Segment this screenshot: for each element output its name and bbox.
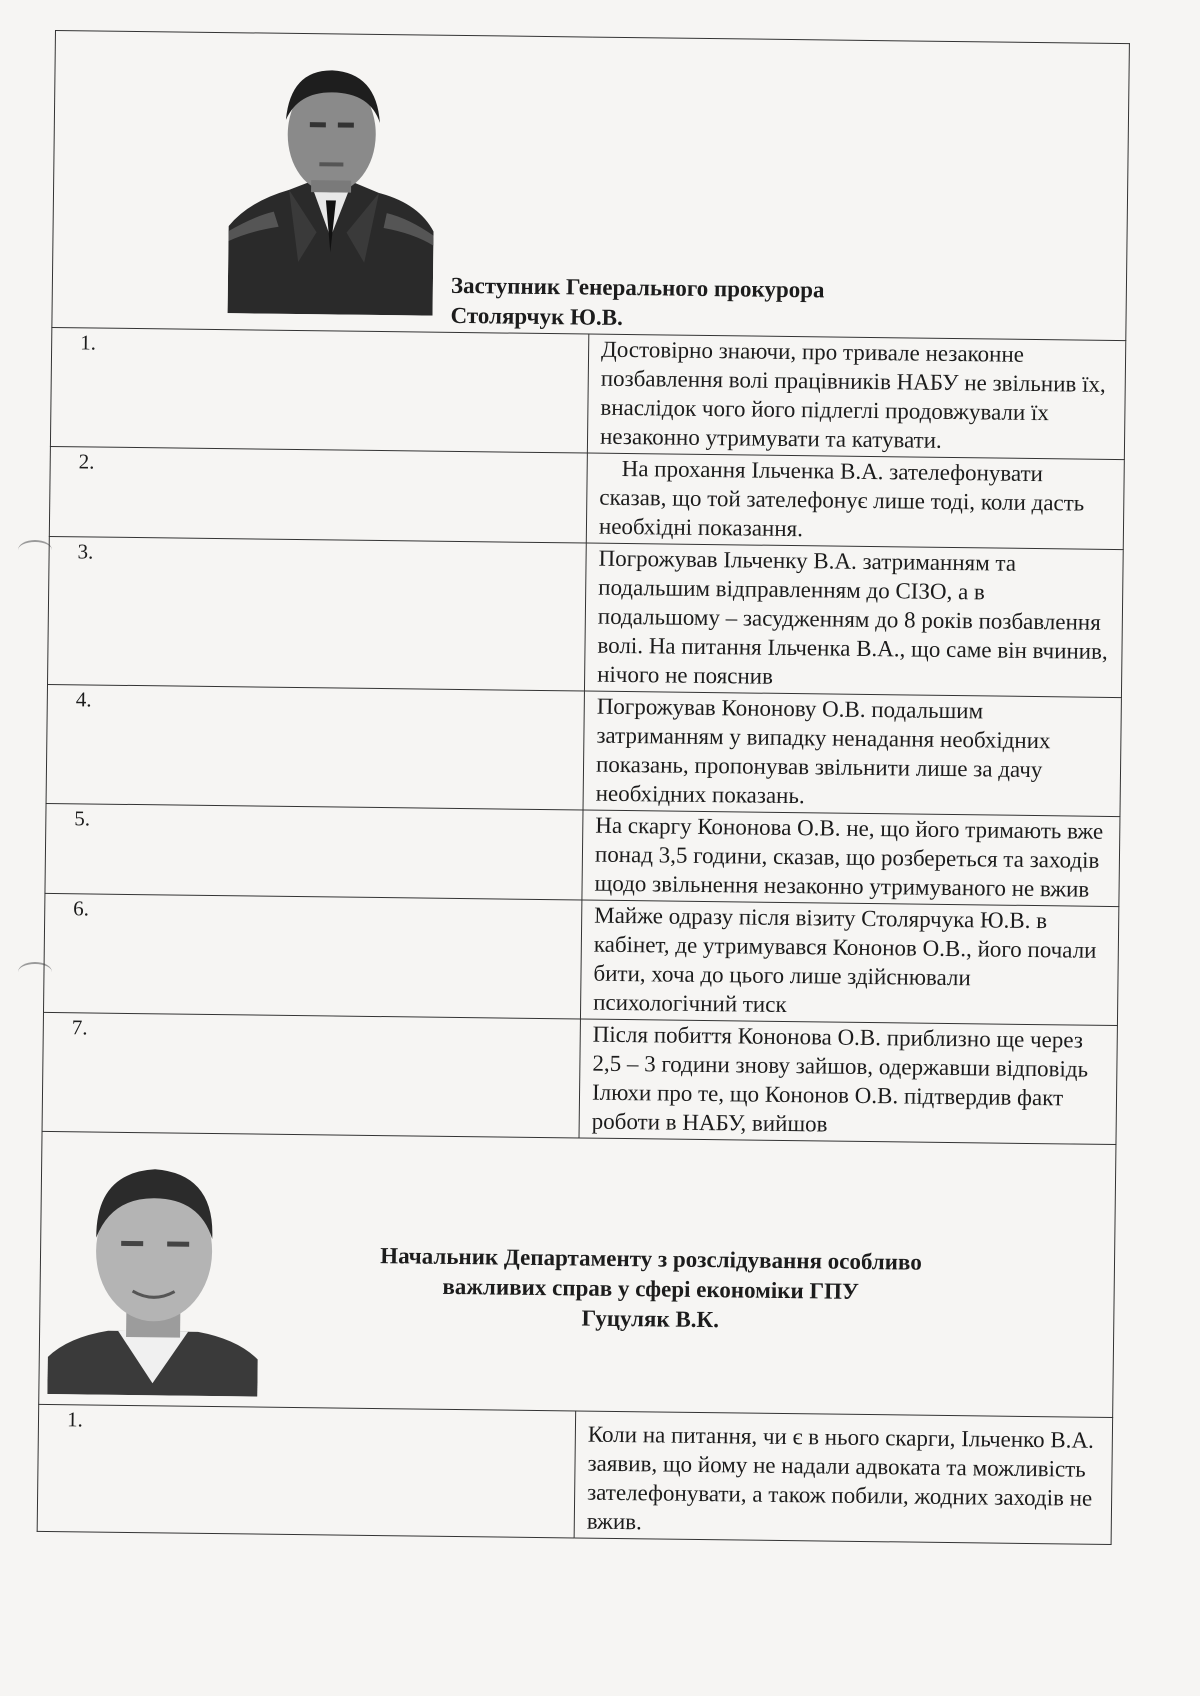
row-text-content: Достовірно знаючи, про тривале незаконне позбавлення волі працівників НАБУ не звільнив їх, внаслідок чого його підлеглі продовжували їх незаконно утримувати та катувати. xyxy=(599,336,1106,453)
row-text xyxy=(587,334,1125,460)
row-text xyxy=(579,1019,1117,1145)
row-text-content: Погрожував Ільченку В.А. затриманням та подальшим відправленням до СІЗО, а в подальшому – засудженням до 8 років позбавлення волі. На питання Ільченка В.А., що саме він вчинив, нічого не пояснив xyxy=(597,545,1108,689)
row-number: 7. xyxy=(42,1012,580,1138)
table-row xyxy=(45,803,1120,906)
row-number: 4. xyxy=(46,684,584,810)
table-row xyxy=(48,536,1124,697)
row-text-content: Після побиття Кононова О.В. приблизно ще через 2,5 – 3 години знову зайшов, одержавши відповідь Ілюхи про те, що Кононов О.В. підтвердив факт роботи в НАБУ, вийшов xyxy=(591,1021,1089,1137)
table-row xyxy=(42,1012,1117,1144)
table-row xyxy=(37,1404,1112,1544)
section-1-title xyxy=(450,271,824,336)
row-text-content: На прохання Ільченка В.А. зателефонувати сказав, що той зателефонує лише тоді, коли дасть необхідні показання. xyxy=(598,455,1085,542)
section-1-person-name: Столярчук Ю.В. xyxy=(450,302,623,330)
section-2-position-line-1: Начальник Департаменту з розслідування особливо xyxy=(380,1243,922,1275)
section-1-header xyxy=(52,31,1130,341)
table-row xyxy=(43,893,1118,1025)
table-row xyxy=(50,327,1125,459)
punch-hole-mark xyxy=(18,540,52,560)
row-text xyxy=(582,810,1120,907)
row-text-content: Погрожував Кононову О.В. подальшим затриманням у випадку ненадання необхідних показань, пропонував звільнити лише за дачу необхідних показань. xyxy=(595,693,1051,809)
section-2-position-line-2: важливих справ у сфері економіки ГПУ xyxy=(442,1273,860,1304)
section-1-position: Заступник Генерального прокурора xyxy=(450,272,825,303)
row-number: 5. xyxy=(45,803,583,900)
row-number: 1. xyxy=(50,327,588,453)
section-2-title xyxy=(325,1240,976,1338)
row-text-content: На скаргу Кононова О.В. не, що його тримають вже понад 3,5 години, сказав, що розбереться та заходів щодо звільнення незаконно утримуваного не вжив xyxy=(594,812,1104,902)
section-2-person-name: Гуцуляк В.К. xyxy=(581,1305,720,1333)
department-head-portrait-photo xyxy=(47,1142,260,1397)
row-text-content: Коли на питання, чи є в нього скарги, Ільченко В.А. заявив, що йому не надали адвоката та можливість зателефонувати, а також побили, жодних заходів не вжив. xyxy=(586,1421,1094,1535)
section-1-table xyxy=(37,30,1130,1545)
row-text xyxy=(580,900,1118,1026)
row-text xyxy=(584,543,1123,698)
row-text-content: Майже одразу після візиту Столярчука Ю.В. в кабінет, де утримувався Кононов О.В., його почали бити, хоча до цього лише здійснювали психологічний тиск xyxy=(593,902,1097,1018)
row-number: 6. xyxy=(43,893,581,1019)
row-text xyxy=(583,691,1121,817)
table-row xyxy=(49,446,1124,549)
row-text xyxy=(574,1411,1113,1545)
section-2-header xyxy=(39,1131,1116,1417)
row-number: 3. xyxy=(48,536,587,691)
document-table xyxy=(37,30,1130,1545)
table-row xyxy=(46,684,1121,816)
official-portrait-photo xyxy=(228,61,436,315)
row-number: 1. xyxy=(37,1404,576,1538)
row-number: 2. xyxy=(49,446,587,543)
row-text xyxy=(586,453,1124,550)
